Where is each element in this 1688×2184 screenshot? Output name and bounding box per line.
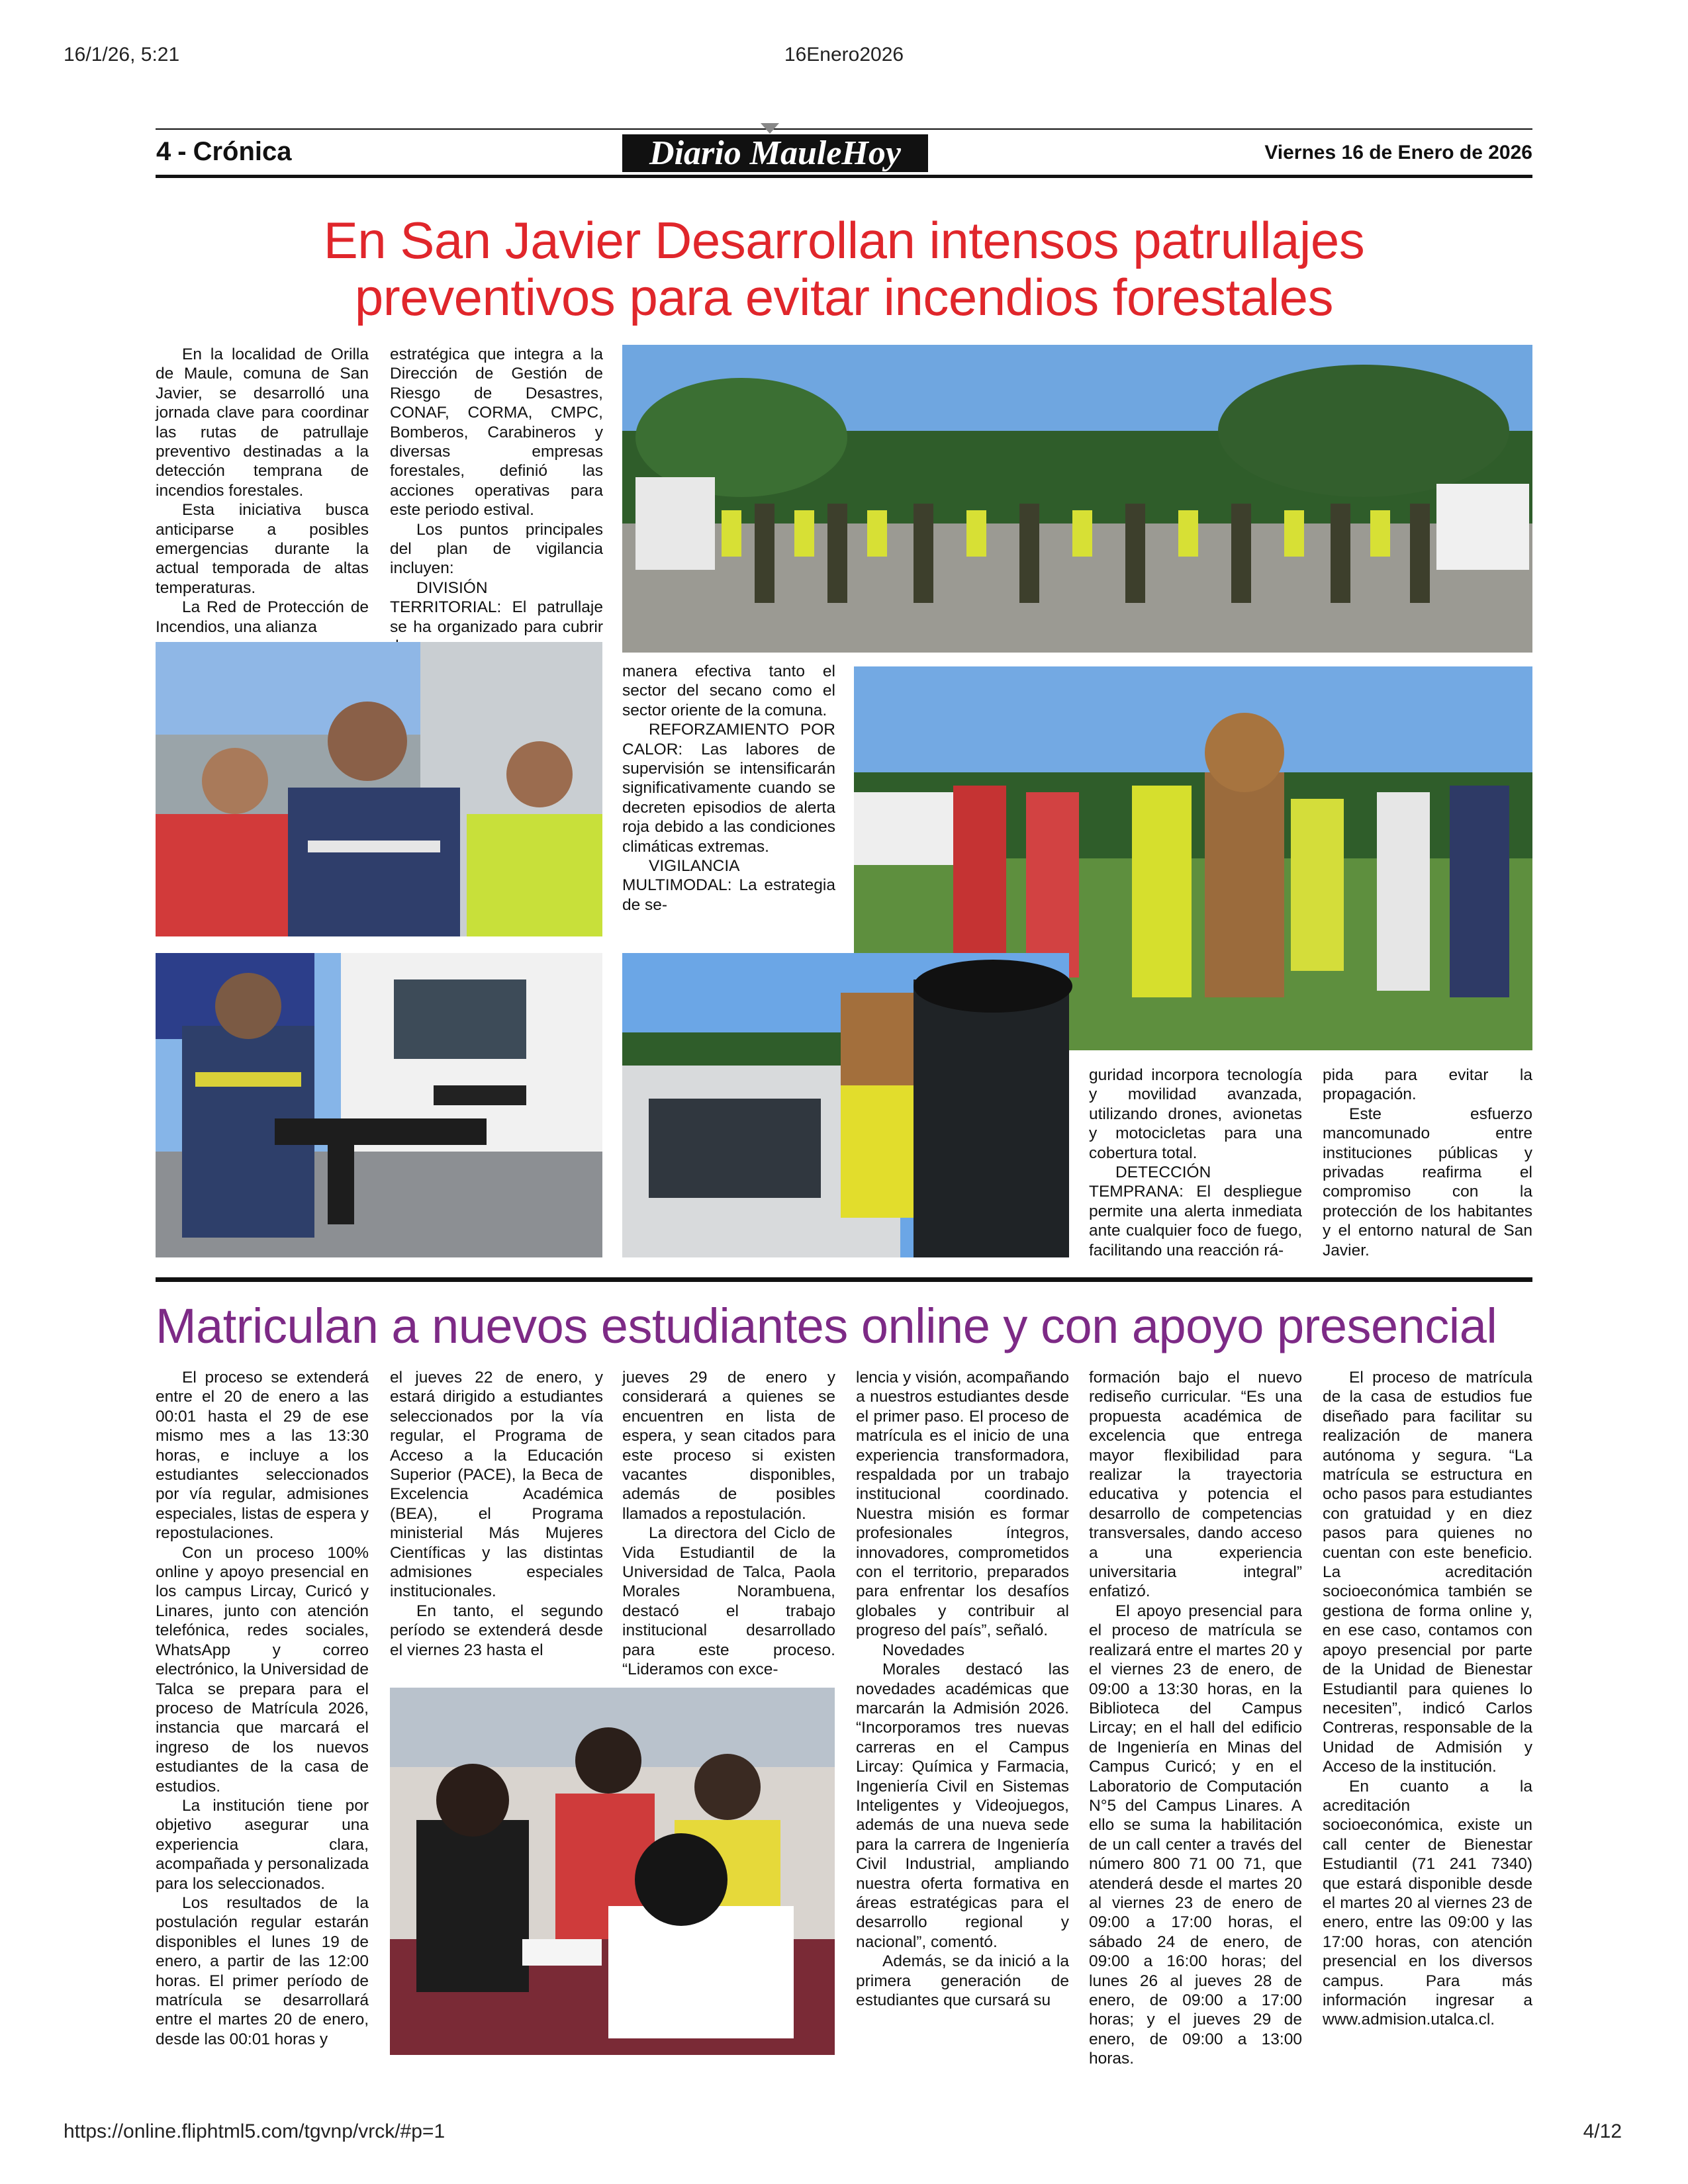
article1-headline: [156, 212, 1532, 326]
article1-column-4: [1089, 1066, 1302, 1264]
article1-headline-line2: preventivos para evitar incendios forestales: [354, 268, 1334, 326]
masthead-logo: Diario MauleHoy: [622, 134, 928, 172]
article2-column-4: [856, 1368, 1069, 2056]
article2-headline: Matriculan a nuevos estudiantes online y con apoyo presencial: [156, 1298, 1497, 1353]
paragraph: La institución tiene por objetivo asegurar una experiencia clara, acompañada y personalizada para los seleccionados.: [156, 1796, 369, 1893]
paragraph: En la localidad de Orilla de Maule, comuna de San Javier, se desarrolló una jornada clave para coordinar las rutas de patrullaje preventivo destinadas a la detección temprana de incendios forestales.: [156, 345, 369, 500]
print-url: https://online.fliphtml5.com/tgvnp/vrck/#p=1: [64, 2120, 445, 2142]
paragraph: jueves 29 de enero y considerará a quienes se encuentren en lista de espera, y sean citados para este proceso si existen vacantes disponibles, además de posibles llamados a repostulación.: [622, 1369, 835, 1523]
paragraph: VIGILANCIA MULTIMODAL: La estrategia de se-: [622, 857, 835, 914]
print-page-count: 4/12: [1583, 2120, 1622, 2142]
photo-enrollment: [390, 1688, 835, 2055]
paragraph: Esta iniciativa busca anticiparse a posibles emergencias durante la actual temporada de altas temperaturas.: [156, 501, 369, 597]
subheading-novedades: Novedades: [882, 1641, 964, 1659]
paragraph: el jueves 22 de enero, y estará dirigido a estudiantes seleccionados por la vía regular, el Programa de Acceso a la Educación Superior (PACE), la Beca de Excelencia Académica (BEA), el Programa ministerial Más Mujeres Científicas y las distintas admisiones especiales institucionales.: [390, 1369, 603, 1601]
article1-column-1: [156, 345, 369, 636]
paragraph: Este esfuerzo mancomunado entre instituciones públicas y privadas reafirma el compromiso con la protección de los habitantes y el entorno natural de San Javier.: [1323, 1105, 1532, 1259]
paragraph: En tanto, el segundo período se extenderá desde el viernes 23 hasta el: [390, 1602, 603, 1659]
paragraph: Morales destacó las novedades académicas que marcarán la Admisión 2026. “Incorporamos tres nuevas carreras en el Campus Lircay: Química y Farmacia, Ingeniería Civil en Sistemas Inteligentes y Videojuegos, además de una nueva sede para la carrera de Ingeniería Civil Industrial, ampliando nuestra oferta formativa en áreas estratégicas para el desarrollo regional y nacional”, comentó.: [856, 1661, 1069, 1951]
article2-column-6: [1323, 1368, 1532, 2056]
section-name: Crónica: [193, 137, 292, 166]
section-heading: [156, 137, 292, 167]
masthead-notch: [761, 123, 779, 134]
paragraph: DIVISIÓN TERRITORIAL: El patrullaje se ha organizado para cubrir: [390, 578, 603, 636]
header-bottom-rule: [156, 175, 1532, 178]
photo-car-mascot: [622, 953, 1069, 1257]
paragraph: REFORZAMIENTO POR CALOR: Las labores de supervisión se intensificarán significativamente cuando se decreten episodios de alerta roja debido a las condiciones climáticas extremas.: [622, 721, 835, 856]
article-divider: [156, 1277, 1532, 1282]
paragraph: Los resultados de la postulación regular estarán disponibles el lunes 19 de enero, a partir de las 12:00 horas. El primer período de matrícula se desarrollará entre el martes 20 de enero, desde las 00:01 horas y: [156, 1893, 369, 2048]
paragraph: guridad incorpora tecnología y movilidad avanzada, utilizando drones, avionetas y motocicletas para una cobertura total.: [1089, 1066, 1302, 1162]
article2-column-2: [390, 1368, 603, 1679]
article2-column-5: [1089, 1368, 1302, 2068]
photo-officials: [156, 642, 602, 936]
article1-headline-line1: En San Javier Desarrollan intensos patrullajes: [323, 211, 1365, 269]
paragraph: Los puntos principales del plan de vigilancia incluyen:: [390, 520, 603, 578]
paragraph: Además, se da inició a la primera generación de estudiantes que cursará su: [856, 1952, 1069, 2009]
article2-column-3: [622, 1368, 835, 1679]
article1-column-3: [622, 662, 835, 946]
paragraph: El proceso de matrícula de la casa de estudios fue diseñado para facilitar su realización de manera autónoma y segura. “La matrícula se estructura en ocho pasos para estudiantes con gratuidad y en diez pasos para quienes no cuentan con este beneficio. La acreditación socioeconómica también se gestiona de forma online y, en ese caso, contamos con apoyo presencial por parte de la Unidad de Bienestar Estudiantil para quienes lo necesiten”, indicó Carlos Contreras, responsable de la Unidad de Admisión y Acceso de la institución.: [1323, 1369, 1532, 1776]
photo-group-patrol: [622, 345, 1532, 653]
paragraph: DETECCIÓN TEMPRANA: El despliegue permite una alerta inmediata ante cualquier foco de fuego, facilitando una reacción rá-: [1089, 1163, 1302, 1259]
paragraph: pida para evitar la propagación.: [1323, 1066, 1532, 1104]
print-title: 16Enero2026: [784, 44, 904, 66]
paragraph: Con un proceso 100% online y apoyo presencial en los campus Lircay, Curicó y Linares, junto con atención telefónica, redes sociales, WhatsApp y correo electrónico, la Universidad de Talca se prepara para el proceso de Matrícula 2026, instancia que marcará el ingreso de los nuevos estudiantes de la casa de estudios.: [156, 1543, 369, 1796]
paragraph: El proceso se extenderá entre el 20 de enero a las 00:01 hasta el 29 de ese mismo mes a las 13:30 horas, e incluye a los estudiantes seleccionados por vía regular, admisiones especiales, listas de espera y repostulaciones.: [156, 1369, 369, 1543]
paragraph: La Red de Protección de Incendios, una alianza: [156, 598, 369, 636]
issue-date: Viernes 16 de Enero de 2026: [1264, 142, 1532, 163]
paragraph: lencia y visión, acompañando a nuestros estudiantes desde el primer paso. El proceso de matrícula es el inicio de una experiencia transformadora, respaldada por un trabajo institucional coordinado. Nuestra misión es formar profesionales íntegros, innovadores, comprometidos con el territorio, preparados para enfrentar los desafíos globales y contribuir al progreso del país”, señaló.: [856, 1369, 1069, 1640]
paragraph: manera efectiva tanto el sector del secano como el sector oriente de la comuna.: [622, 662, 835, 719]
paragraph: En cuanto a la acreditación socioeconómica, existe un call center de Bienestar Estudiantil (71 241 7340) que estará disponible desde el martes 20 al viernes 23 de enero, entre las 09:00 y las 17:00 horas, con atención presencial en los diversos campus. Para más información ingresar a www.admision.utalca.cl.: [1323, 1777, 1532, 2029]
paragraph: formación bajo el nuevo rediseño curricular. “Es una propuesta académica de excelencia que entrega mayor flexibilidad para realizar la trayectoria educativa y potencia el desarrollo de competencias transversales, dando acceso a una experiencia universitaria integral” enfatizó.: [1089, 1369, 1302, 1601]
paragraph: La directora del Ciclo de Vida Estudiantil de la Universidad de Talca, Paola Morales Norambuena, destacó el trabajo institucional desarrollado para este proceso. “Lideramos con exce-: [622, 1524, 835, 1679]
photo-drone: [156, 953, 602, 1257]
page-separator: -: [177, 137, 187, 166]
article1-column-2: [390, 345, 603, 636]
print-datetime: 16/1/26, 5:21: [64, 44, 180, 66]
article2-column-1: [156, 1368, 369, 2056]
paragraph: El apoyo presencial para el proceso de matrícula se realizará entre el martes 20 y el viernes 23 de enero, de 09:00 a 13:30 horas, en la Biblioteca del Campus Lircay; en el hall del edificio de Ingeniería en Minas del Campus Curicó; y en el Laboratorio de Computación N°5 del Campus Linares. A ello se suma la habilitación de un call center a través del número 800 71 00 71, que atenderá desde el martes 20 al viernes 23 de enero de 09:00 a 17:00 horas, el sábado 24 de enero, de 09:00 a 16:00 horas; del lunes 26 al jueves 28 de enero, de 09:00 a 17:00 horas; y el jueves 29 de enero, de 09:00 a 13:00 horas.: [1089, 1602, 1302, 2068]
header-top-rule: [156, 128, 1532, 130]
page-number: 4: [156, 137, 171, 166]
paragraph: estratégica que integra a la Dirección de Gestión de Riesgo de Desastres, CONAF, CORMA, CMPC, Bomberos, Carabineros y diversas empresas forestales, definió las acciones operativas para este periodo estival.: [390, 345, 603, 520]
article1-column-5: [1323, 1066, 1532, 1264]
